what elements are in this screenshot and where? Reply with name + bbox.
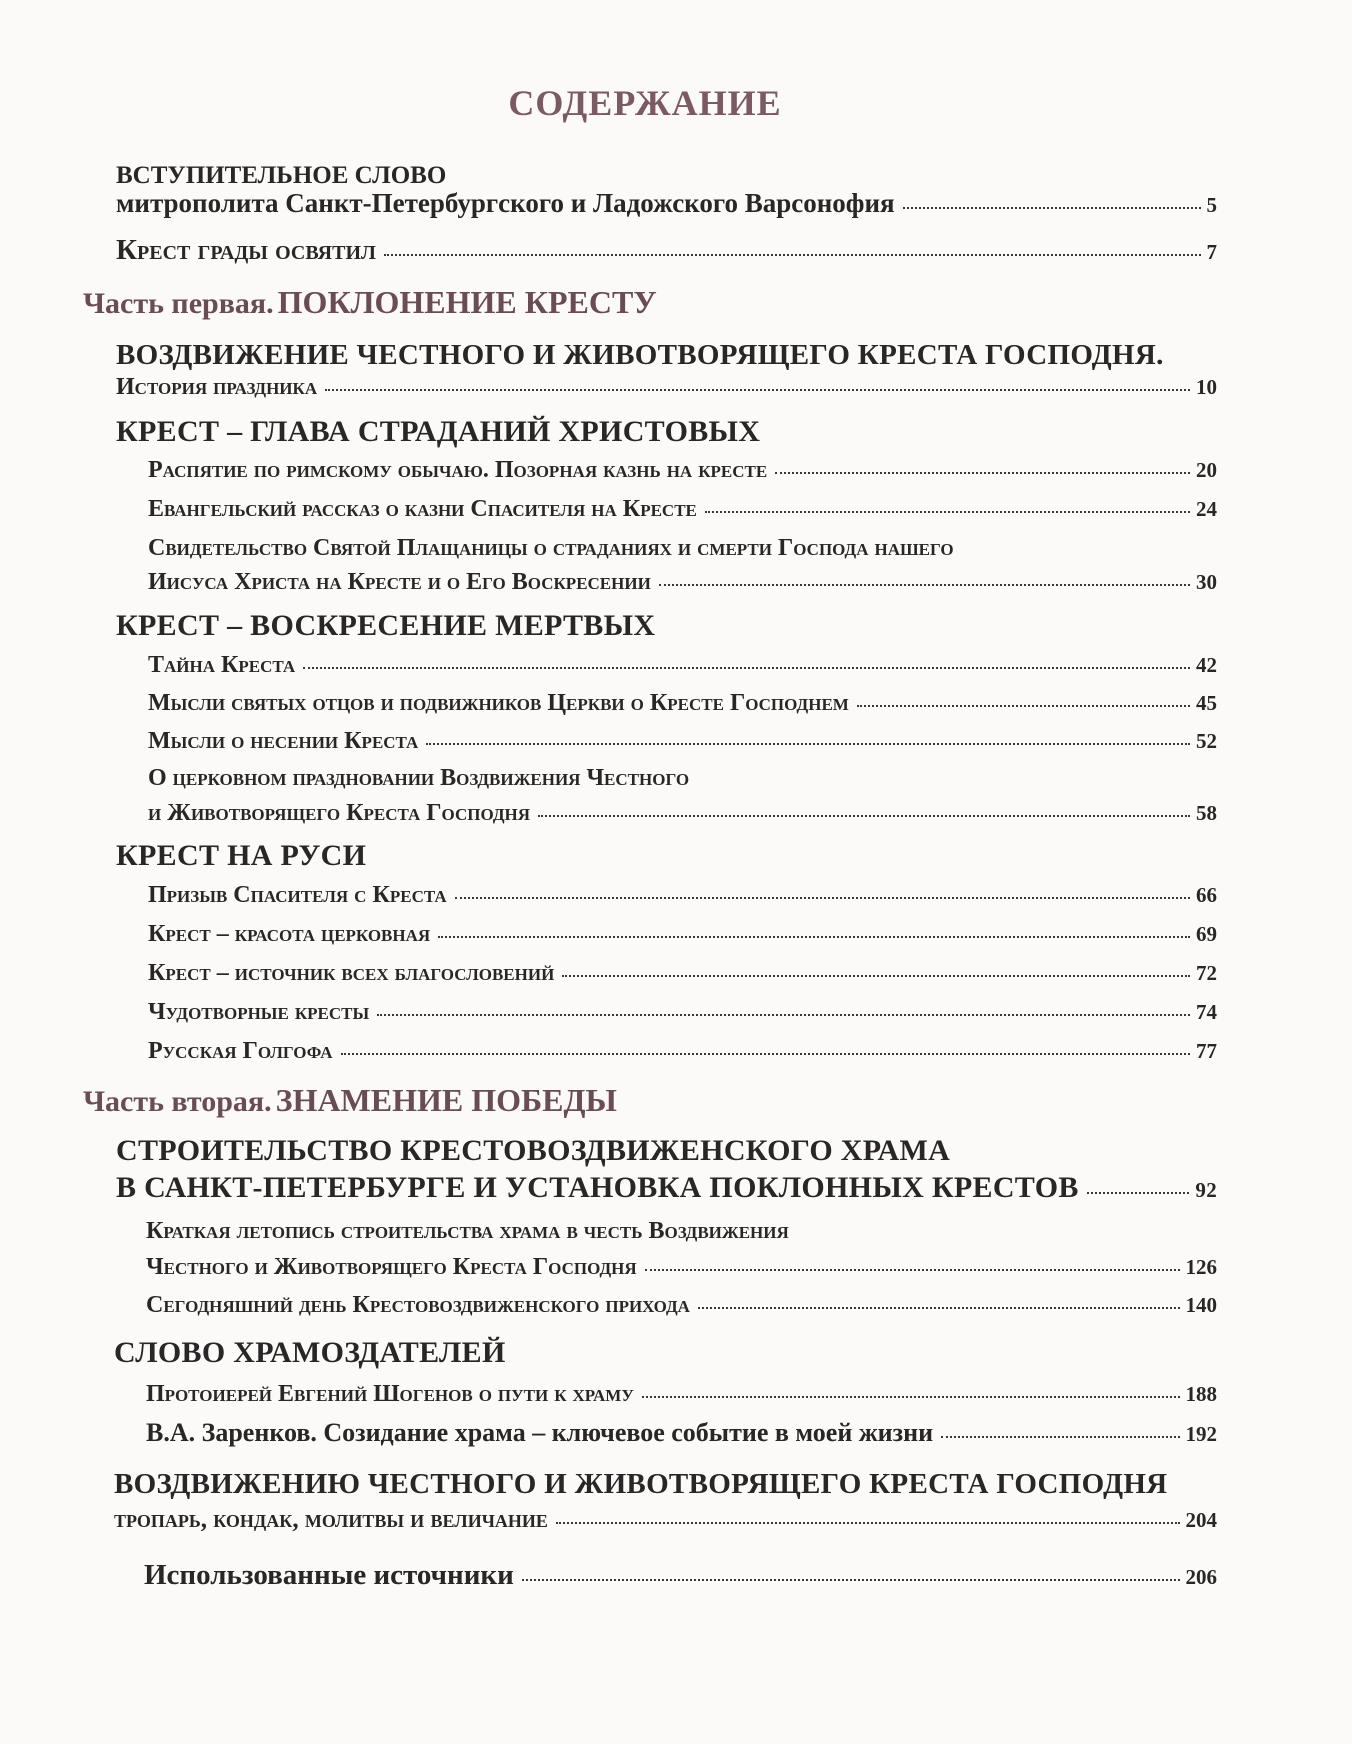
dot-leader xyxy=(698,1307,1180,1309)
toc-entry[interactable]: Мысли о несении Креста 52 xyxy=(148,728,1217,754)
dot-leader xyxy=(341,1053,1190,1055)
dot-leader xyxy=(426,743,1190,745)
dot-leader xyxy=(562,975,1190,977)
section-heading: СТРОИТЕЛЬСТВО КРЕСТОВОЗДВИЖЕНСКОГО ХРАМА xyxy=(116,1134,951,1167)
toc-entry[interactable]: Тайна Креста 42 xyxy=(148,652,1217,678)
dot-leader xyxy=(438,936,1190,938)
toc-entry-line: О церковном праздновании Воздвижения Честного xyxy=(148,765,690,791)
toc-entry[interactable]: и Животворящего Креста Господня 58 xyxy=(148,800,1217,826)
part-one-heading: Часть первая. ПОКЛОНЕНИЕ КРЕСТУ xyxy=(83,284,657,320)
part-two-heading: Часть вторая. ЗНАМЕНИЕ ПОБЕДЫ xyxy=(83,1082,617,1118)
toc-entry[interactable]: Призыв Спасителя с Креста 66 xyxy=(148,882,1217,908)
dot-leader xyxy=(659,584,1190,586)
toc-entry[interactable]: Распятие по римскому обычаю. Позорная казнь на кресте 20 xyxy=(148,457,1217,483)
toc-entry[interactable]: Честного и Животворящего Креста Господня 126 xyxy=(146,1254,1217,1280)
page-title: СОДЕРЖАНИЕ xyxy=(508,83,782,123)
toc-entry-intro[interactable]: Крест грады освятил 7 xyxy=(116,234,1217,266)
section-heading: СЛОВО ХРАМОЗДАТЕЛЕЙ xyxy=(114,1336,506,1369)
toc-entry[interactable]: Мысли святых отцов и подвижников Церкви о Кресте Господнем 45 xyxy=(148,690,1217,716)
toc-entry-sources[interactable]: Использованные источники 206 xyxy=(144,1559,1217,1591)
section-heading: КРЕСТ НА РУСИ xyxy=(116,839,367,872)
dot-leader xyxy=(455,897,1190,899)
toc-entry-foreword[interactable]: митрополита Санкт-Петербургского и Ладожского Варсонофия 5 xyxy=(116,188,1217,218)
dot-leader xyxy=(303,667,1190,669)
section-heading: КРЕСТ – ВОСКРЕСЕНИЕ МЕРТВЫХ xyxy=(116,609,656,642)
dot-leader xyxy=(538,815,1190,817)
toc-entry[interactable]: тропарь, кондак, молитвы и величание 204 xyxy=(114,1506,1217,1533)
toc-entry[interactable]: История праздника 10 xyxy=(116,374,1217,400)
toc-entry[interactable]: Чудотворные кресты 74 xyxy=(148,999,1217,1025)
toc-entry[interactable]: Сегодняшний день Крестовоздвиженского прихода 140 xyxy=(146,1292,1217,1318)
section-heading: ВОЗДВИЖЕНИЕ ЧЕСТНОГО И ЖИВОТВОРЯЩЕГО КРЕСТА ГОСПОДНЯ. xyxy=(116,339,1164,371)
toc-entry[interactable]: Иисуса Христа на Кресте и о Его Воскресении 30 xyxy=(148,569,1217,595)
dot-leader xyxy=(556,1522,1180,1524)
dot-leader xyxy=(377,1014,1190,1016)
dot-leader xyxy=(903,207,1201,209)
toc-entry-line: Краткая летопись строительства храма в честь Воздвижения xyxy=(146,1218,789,1244)
toc-entry-line: Свидетельство Святой Плащаницы о страданиях и смерти Господа нашего xyxy=(148,535,954,561)
section-heading: КРЕСТ – ГЛАВА СТРАДАНИЙ ХРИСТОВЫХ xyxy=(116,415,761,448)
dot-leader xyxy=(325,389,1190,391)
dot-leader xyxy=(642,1396,1180,1398)
toc-entry[interactable]: Протоиерей Евгений Шогенов о пути к храму 188 xyxy=(146,1381,1217,1407)
dot-leader xyxy=(775,472,1190,474)
dot-leader xyxy=(857,705,1190,707)
toc-entry[interactable]: Крест – красота церковная 69 xyxy=(148,921,1217,947)
dot-leader xyxy=(384,254,1201,256)
toc-entry[interactable]: Русская Голгофа 77 xyxy=(148,1038,1217,1064)
toc-entry[interactable]: В САНКТ-ПЕТЕРБУРГЕ И УСТАНОВКА ПОКЛОННЫХ КРЕСТОВ 92 xyxy=(116,1171,1217,1204)
dot-leader xyxy=(705,511,1190,513)
foreword-heading: ВСТУПИТЕЛЬНОЕ СЛОВО xyxy=(116,162,447,189)
section-heading: ВОЗДВИЖЕНИЮ ЧЕСТНОГО И ЖИВОТВОРЯЩЕГО КРЕСТА ГОСПОДНЯ xyxy=(114,1468,1168,1500)
toc-entry[interactable]: Крест – источник всех благословений 72 xyxy=(148,960,1217,986)
dot-leader xyxy=(941,1436,1179,1438)
toc-entry[interactable]: Евангельский рассказ о казни Спасителя на Кресте 24 xyxy=(148,496,1217,522)
dot-leader xyxy=(522,1579,1180,1581)
toc-entry[interactable]: В.А. Заренков. Созидание храма – ключевое событие в моей жизни 192 xyxy=(146,1418,1217,1447)
dot-leader xyxy=(1087,1192,1190,1194)
dot-leader xyxy=(645,1269,1180,1271)
